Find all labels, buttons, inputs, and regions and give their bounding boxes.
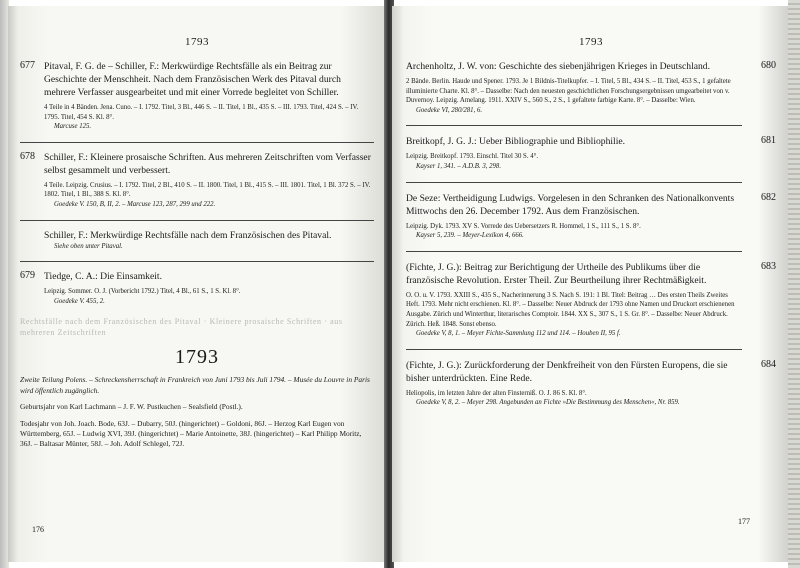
right-page bbox=[392, 6, 790, 562]
entry-number: 682 bbox=[761, 191, 776, 203]
entry-heading: Schiller, F.: Kleinere prosaische Schriften. Aus mehreren Zeitschriften vom Verfasser selbst gesammelt und verbessert. bbox=[44, 151, 371, 176]
entry-684 bbox=[406, 359, 776, 408]
right-running-head: 1793 bbox=[579, 36, 603, 48]
divider bbox=[406, 182, 742, 183]
entry-detail: 4 Teile in 4 Bänden. Jena. Cuno. – I. 1792. Titel, 3 Bl., 446 S. – II. Titel, 1 Bl., 435 S. – III. 1793. Titel, 424 S. – IV. 1795. Titel, 454 S. Kl. 8°. bbox=[44, 104, 359, 121]
entry-heading: De Seze: Vertheidigung Ludwigs. Vorgelesen in den Schranken des Nationalkonvents Mittwochs den 26. December 1792. Aus dem Französischen. bbox=[406, 192, 735, 217]
entry-680 bbox=[406, 60, 776, 115]
entry-reference: Goedeke V. 455, 2. bbox=[54, 297, 105, 305]
entry-heading: Archenholtz, J. W. von: Geschichte des siebenjährigen Krieges in Deutschland. bbox=[406, 61, 710, 72]
entry-number: 677 bbox=[20, 60, 35, 71]
entry-detail: Leipzig. Dyk. 1793. XV S. Vorrede des Uebersetzers R. Hommel, 1 S., 111 S., 1 S. 8°. bbox=[406, 222, 641, 230]
entry-number: 684 bbox=[761, 358, 776, 370]
entry-677 bbox=[20, 60, 374, 132]
entry-reference: Goedeke VI, 280/281, 6. bbox=[416, 106, 483, 114]
divider bbox=[20, 220, 374, 221]
divider bbox=[20, 142, 374, 143]
entry-682 bbox=[406, 192, 776, 241]
entry-heading: (Fichte, J. G.): Beitrag zur Berichtigung der Urtheile des Publikums über die französische Revolution. Erster Theil. Zur Beurtheilung ihrer Rechtmäßigkeit. bbox=[406, 261, 707, 286]
entry-678 bbox=[20, 151, 374, 210]
entry-reference: Siehe oben unter Pitaval. bbox=[54, 242, 123, 250]
divider bbox=[406, 251, 742, 252]
birth-year-paragraph: Geburtsjahr von Karl Lachmann – J. F. W. Pustkuchen – Sealsfield (Postl.). bbox=[20, 402, 243, 412]
left-running-head: 1793 bbox=[185, 36, 209, 48]
entry-683 bbox=[406, 261, 776, 339]
divider bbox=[20, 261, 374, 262]
entry-detail: 4 Teile. Leipzig. Crusius. – I. 1792. Titel, 2 Bl., 410 S. – II. 1800. Titel, 1 Bl., 415 S. – III. 1801. Titel, 1 Bl. 372 S. – IV. 1802. Titel, 1 Bl., 388 S. Kl. 8°. bbox=[44, 181, 371, 199]
entry-number: 681 bbox=[761, 135, 776, 147]
entry-heading: Schiller, F.: Merkwürdige Rechtsfälle nach dem Französischen des Pitaval. bbox=[44, 229, 332, 241]
entry-heading: Breitkopf, J. G. J.: Ueber Bibliographie und Bibliophilie. bbox=[406, 136, 626, 148]
entry-detail: 2 Bände. Berlin. Haude und Spener. 1793. Je 1 Bildnis-Titelkupfer. – I. Titel, 5 Bl., 434 S. – II. Titel, 453 S., 1 gefaltete illuminierte Charte. Kl. 8°. – Dasselbe: Nach den neuesten geschichtlichen Forschungsergebnissen umgearbeitet von v. Duvernoy. Leipzig. Amelang. 1911. XXIV S., 560 S., 2 S., 1 gefaltete farbige Karte. 8°. – Dasselbe: Wien. bbox=[406, 78, 731, 105]
entry-number: 683 bbox=[761, 260, 776, 272]
show-through-text: Rechtsfälle nach dem Französischen des Pitaval · Kleinere prosaische Schriften · aus mehreren Zeitschriften bbox=[20, 317, 343, 338]
entry-detail: Leipzig. Sommer. O. J. (Vorbericht 1792.) Titel, 4 Bl., 61 S., 1 S. Kl. 8°. bbox=[44, 288, 241, 296]
entry-heading: (Fichte, J. G.): Zurückforderung der Denkfreiheit von den Fürsten Europens, die sie bisher unterdrückten. Eine Rede. bbox=[406, 359, 728, 384]
entry-681 bbox=[406, 135, 776, 171]
entry-number: 678 bbox=[20, 150, 35, 162]
divider bbox=[406, 125, 742, 126]
left-page-number: 176 bbox=[32, 525, 44, 534]
divider bbox=[406, 349, 742, 350]
entry-reference: Goedeke V. 150, B, II, 2. – Marcuse 123, 287, 299 und 222. bbox=[54, 200, 216, 208]
entry-heading: Pitaval, F. G. de – Schiller, F.: Merkwürdige Rechtsfälle als ein Beitrag zur Geschichte der Menschheit. Nach dem Französischen Werk des Pitaval durch mehrere Verfasser ausgearbeitet und mit einer Vorrede begleitet von Schiller. bbox=[44, 61, 341, 98]
entry-number: 680 bbox=[761, 60, 776, 71]
entry-reference: Kayser 5, 239. – Meyer-Lexikon 4, 666. bbox=[416, 232, 524, 240]
entry-cross-reference bbox=[20, 229, 374, 252]
right-page-number: 177 bbox=[738, 517, 750, 526]
events-paragraph: Zweite Teilung Polens. – Schreckensherrschaft in Frankreich von Juni 1793 bis Juli 1794. – Musée du Louvre in Paris wird öffentlich zugänglich. bbox=[20, 375, 370, 395]
year-section-title: 1793 bbox=[175, 346, 219, 369]
right-page-edge bbox=[788, 0, 800, 568]
left-page bbox=[8, 6, 386, 562]
entry-reference: Goedeke V, 8, 2. – Meyer 298. Angebunden an Fichte »Die Bestimmung des Menschen«, Nr. 859. bbox=[416, 399, 680, 407]
death-year-paragraph: Todesjahr von Joh. Joach. Bode, 63J. – Dubarry, 50J. (hingerichtet) – Goldoni, 86J. – Herzog Karl Eugen von Württemberg, 65J. – Ludwig XVI, 39J. (hingerichtet) – Marie Antoinette, 38J. (hingerichtet) – Karl Philipp Moritz, 36J. – Baltasar Münter, 58J. – Joh. Adolf Schlegel, 72J. bbox=[20, 418, 362, 449]
entry-reference: Goedeke V, 8, 1. – Meyer Fichte-Sammlung 112 und 114. – Houben II, 95 f. bbox=[416, 330, 621, 338]
entry-detail: O. O. u. V. 1793. XXIII S., 435 S., Nacherinnerung 3 S. Nach S. 191: 1 Bl. Titel: Beitrag … Des ersten Theils Zweites Heft. 1793. Mehr nicht erschienen. Kl. 8°. – Dasselbe: Neuer Abdruck der 1793 ohne Namen und Druckort erschienenen Ausgabe. Zürich und Winterthur, literarisches Comptoir. 1844. XX S., 307 S., 1 S. Gr. 8°. – Dasselbe: Neuer Abdruck. Zürich. Heß. 1848. Sonst ebenso. bbox=[406, 291, 735, 328]
entry-heading: Tiedge, C. A.: Die Einsamkeit. bbox=[44, 271, 162, 283]
entry-reference: Kayser 1, 341. – A.D.B. 3, 298. bbox=[416, 162, 502, 170]
entry-number: 679 bbox=[20, 270, 35, 282]
entry-detail: Leipzig. Breitkopf. 1793. Einschl. Titel 30 S. 4°. bbox=[406, 153, 539, 161]
entry-reference: Marcuse 125. bbox=[54, 123, 92, 131]
entry-679 bbox=[20, 270, 374, 306]
entry-detail: Heliopolis, im letzten Jahre der alten Finsterniß. O. J. 86 S. Kl. 8°. bbox=[406, 389, 587, 397]
